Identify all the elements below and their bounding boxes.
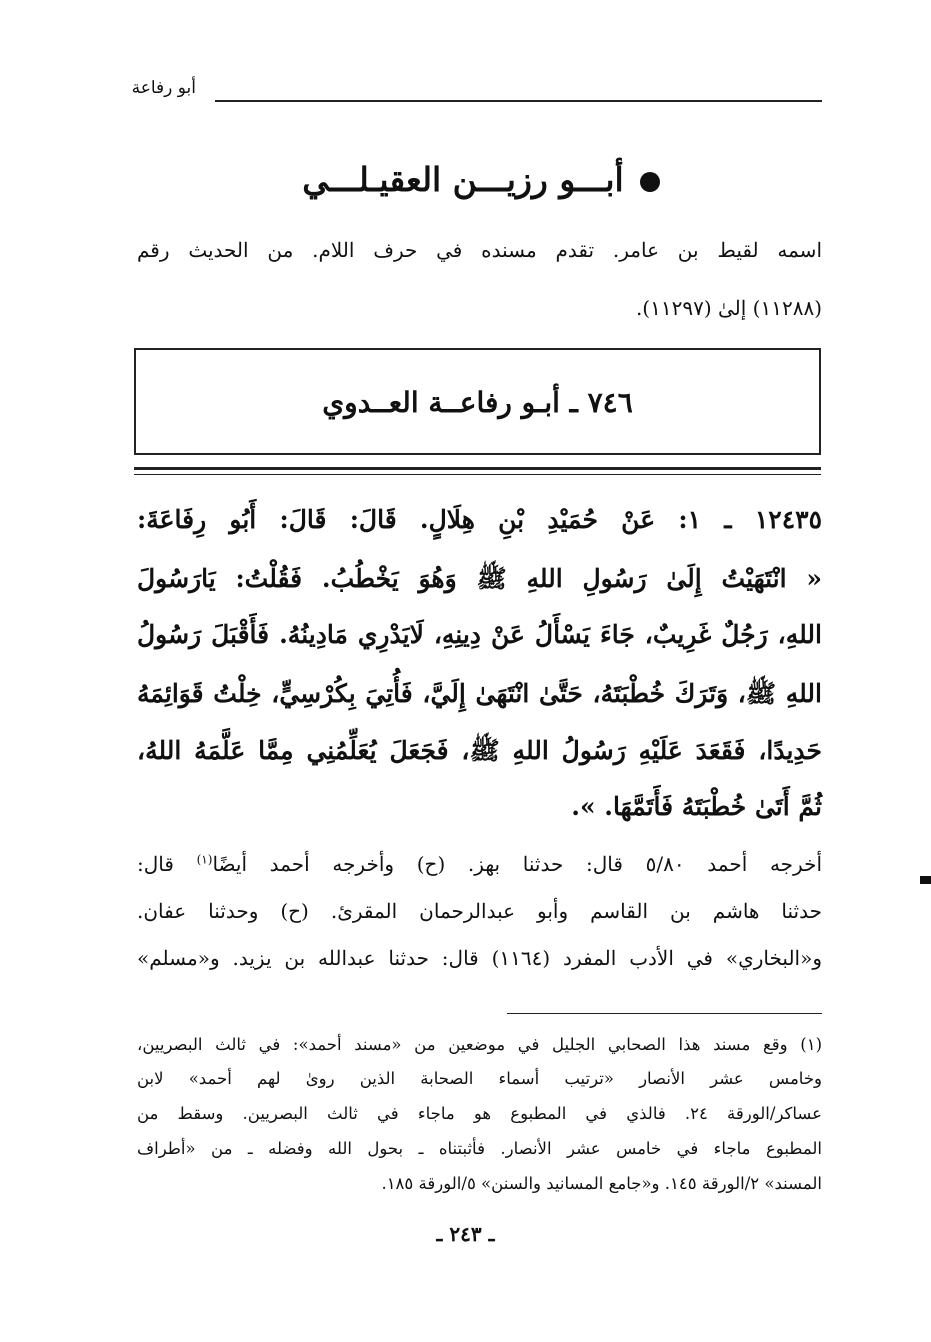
chapter-rule-thick [134,467,821,470]
running-header-title: أبو رفاعة [131,78,196,98]
intro-line: (١١٢٨٨) إلىٰ (١١٢٩٧). [635,296,822,320]
hadith-line: ١٢٤٣٥ ـ ١: عَنْ حُمَيْدِ بْنِ هِلَالٍ. قَالَ: قَالَ: أَبُو رِفَاعَةَ: [137,505,823,534]
chapter-title: ٧٤٦ ـ أبـو رفاعــة العــدوي [322,386,633,419]
hadith-line: ثُمَّ أَتَىٰ خُطْبَتَهُ فَأَتَمَّهَا. ». [571,792,822,821]
takhrij-line [137,852,822,876]
footnote-line: وخامس عشر الأنصار «ترتيب أسماء الصحابة الذين روىٰ لهم أحمد» لابن [137,1069,822,1088]
takhrij-text: أخرجه أحمد ٥/٨٠ قال: حدثنا بهز. (ح) وأخرجه أحمد أيضًا [212,852,822,876]
bullet-icon [640,172,660,192]
footnote-line: المطبوع ماجاء في خامس عشر الأنصار. فأثبتناه ـ بحول الله وفضله ـ من «أطراف [137,1139,822,1158]
hadith-line: حَدِيدًا، فَقَعَدَ عَلَيْهِ رَسُولُ اللهِ ﷺ، فَجَعَلَ يُعَلِّمُنِي مِمَّا عَلَّمَهُ اللهُ، [137,736,822,765]
section-heading-text: أبـــو رزيـــن العقيـلـــي [302,160,624,199]
section-heading [140,160,822,199]
hadith-line: اللهِ، رَجُلٌ غَرِيبٌ، جَاءَ يَسْأَلُ عَنْ دِينِهِ، لَايَدْرِي مَادِينُهُ. فَأَقْبَلَ رَسُولُ [137,620,822,649]
hadith-line: اللهِ ﷺ، وَتَرَكَ خُطْبَتَهُ، حَتَّىٰ انْتَهَىٰ إِلَيَّ، فَأُتِيَ بِكُرْسِيٍّ، خِلْتُ قَوَائِمَهُ [137,679,822,708]
takhrij-text: قال: [137,852,197,876]
footnote-line: عساكر/الورقة ٢٤. فالذي في المطبوع هو ماجاء في ثالث البصريين. وسقط من [137,1104,822,1123]
footnote-line: (١) وقع مسند هذا الصحابي الجليل في موضعين من «مسند أحمد»: في ثالث البصريين، [137,1035,822,1054]
hadith-line: « انْتَهَيْتُ إِلَىٰ رَسُولِ اللهِ ﷺ وَهُوَ يَخْطُبُ. فَقُلْتُ: يَارَسُولَ [137,564,822,593]
intro-line: اسمه لقيط بن عامر. تقدم مسنده في حرف اللام. من الحديث رقم [137,238,822,262]
header-rule [215,100,822,102]
takhrij-line: حدثنا هاشم بن القاسم وأبو عبدالرحمان المقرئ. (ح) وحدثنا عفان. [137,899,822,923]
footnote-rule [507,1013,822,1014]
footnote-ref: (١) [196,852,213,867]
footnote-line: المسند» ٢/الورقة ١٤٥. و«جامع المسانيد والسنن» ٥/الورقة ١٨٥. [381,1174,822,1193]
chapter-rule-thin [134,474,821,475]
page-number: ـ ٢٤٣ ـ [436,1222,495,1246]
takhrij-line: و«البخاري» في الأدب المفرد (١١٦٤) قال: حدثنا عبدالله بن يزيد. و«مسلم» [137,946,822,970]
margin-mark [920,876,931,884]
